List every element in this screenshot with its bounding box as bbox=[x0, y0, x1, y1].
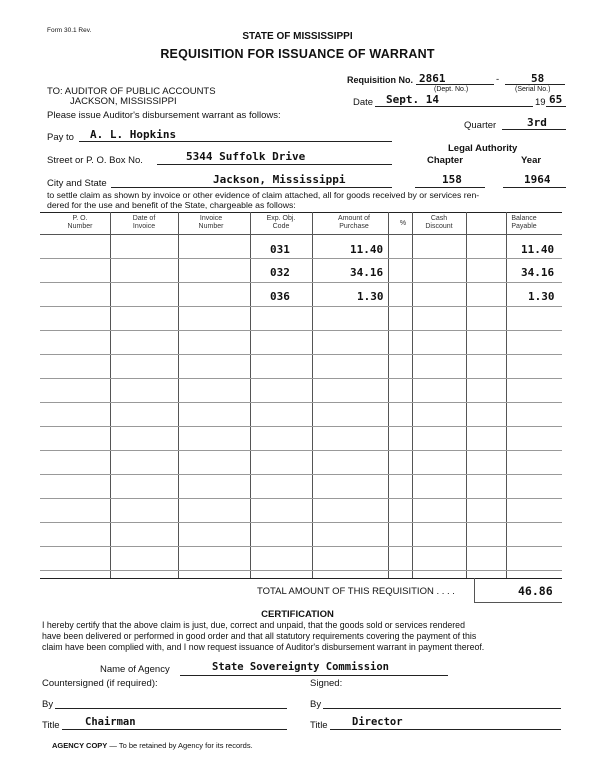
table-row-rule bbox=[40, 498, 562, 499]
certification-title: CERTIFICATION bbox=[261, 609, 334, 620]
col-amount: Amount of Purchase bbox=[338, 215, 370, 230]
col-balance: Balance Payable bbox=[511, 215, 537, 230]
date-year[interactable]: 65 bbox=[549, 93, 563, 106]
settle-text-1: to settle claim as shown by invoice or other evidence of claim attached, all for goods received by or services ren- bbox=[47, 190, 480, 200]
table-row-rule bbox=[40, 378, 562, 379]
pay-to-value[interactable]: A. L. Hopkins bbox=[90, 128, 177, 141]
table-row-rule bbox=[40, 402, 562, 403]
date-label: Date bbox=[353, 97, 374, 108]
state-heading: STATE OF MISSISSIPPI bbox=[242, 31, 353, 42]
row3-code: 036 bbox=[270, 290, 290, 303]
issue-instruction: Please issue Auditor's disbursement warrant as follows: bbox=[47, 110, 281, 121]
table-column-divider bbox=[250, 212, 251, 578]
settle-text-2: dered for the use and benefit of the State, chargeable as follows: bbox=[47, 200, 296, 210]
table-row-rule bbox=[40, 546, 562, 547]
year-value[interactable]: 1964 bbox=[524, 173, 551, 186]
certification-line2: have been delivered or performed in good order and that all statutory requirements covering the payment of this bbox=[42, 631, 477, 641]
pay-to-label: Pay to bbox=[47, 132, 74, 143]
total-amount: 46.86 bbox=[518, 584, 553, 598]
table-column-divider bbox=[388, 212, 389, 578]
street-value[interactable]: 5344 Suffolk Drive bbox=[186, 150, 306, 163]
table-column-divider bbox=[466, 212, 467, 578]
street-label: Street or P. O. Box No. bbox=[47, 155, 143, 166]
total-label: TOTAL AMOUNT OF THIS REQUISITION . . . . bbox=[257, 586, 455, 597]
quarter-value[interactable]: 3rd bbox=[527, 116, 547, 129]
by-left-label: By bbox=[42, 699, 54, 710]
table-column-divider bbox=[506, 212, 507, 578]
table-column-divider bbox=[110, 212, 111, 578]
quarter-label: Quarter bbox=[464, 120, 497, 131]
row2-balance: 34.16 bbox=[521, 266, 555, 279]
table-row-rule bbox=[40, 258, 562, 259]
row2-code: 032 bbox=[270, 266, 290, 279]
col-invoice: Invoice Number bbox=[198, 215, 224, 230]
certification-line3: claim have been complied with, and I now request issuance of Auditor's disbursement warrant in payment thereof. bbox=[42, 642, 485, 652]
table-row-rule bbox=[40, 450, 562, 451]
table-row-rule bbox=[40, 282, 562, 283]
title-right-label: Title bbox=[310, 720, 328, 731]
row3-balance: 1.30 bbox=[528, 290, 555, 303]
by-right-label: By bbox=[310, 699, 322, 710]
table-row-rule bbox=[40, 522, 562, 523]
footer-bold: AGENCY COPY bbox=[52, 741, 108, 750]
chapter-label: Chapter bbox=[427, 155, 463, 166]
col-po: P. O. Number bbox=[67, 215, 93, 230]
title-right-value[interactable]: Director bbox=[352, 716, 403, 728]
city-value[interactable]: Jackson, Mississippi bbox=[213, 173, 346, 186]
by-right-signature-line[interactable] bbox=[323, 708, 561, 709]
form-code: Form 30.1 Rev. bbox=[47, 27, 92, 34]
city-label: City and State bbox=[47, 178, 107, 189]
row2-amount: 34.16 bbox=[350, 266, 384, 279]
signed-label: Signed: bbox=[310, 678, 343, 689]
table-column-divider bbox=[312, 212, 313, 578]
agency-name-value[interactable]: State Sovereignty Commission bbox=[212, 661, 390, 673]
col-discount: Cash Discount bbox=[425, 215, 453, 230]
to-auditor: TO: AUDITOR OF PUBLIC ACCOUNTS bbox=[47, 86, 216, 97]
date-value[interactable]: Sept. 14 bbox=[386, 93, 439, 106]
chapter-value[interactable]: 158 bbox=[442, 173, 462, 186]
agency-name-label: Name of Agency bbox=[100, 664, 170, 675]
serial-caption: (Serial No.) bbox=[515, 86, 551, 93]
requisition-dash: - bbox=[496, 74, 500, 85]
row1-code: 031 bbox=[270, 243, 290, 256]
table-row-rule bbox=[40, 306, 562, 307]
title-left-label: Title bbox=[42, 720, 60, 731]
by-left-signature-line[interactable] bbox=[55, 708, 287, 709]
year-label: Year bbox=[521, 155, 542, 166]
col-exp-code: Exp. Obj. Code bbox=[266, 215, 296, 230]
form-title: REQUISITION FOR ISSUANCE OF WARRANT bbox=[160, 47, 435, 61]
certification-line1: I hereby certify that the above claim is just, due, correct and unpaid, that the goods sold or services rendered bbox=[42, 620, 465, 630]
dept-number[interactable]: 2861 bbox=[419, 72, 446, 85]
table-column-divider bbox=[178, 212, 179, 578]
table-row-rule bbox=[40, 570, 562, 571]
table-row-rule bbox=[40, 474, 562, 475]
countersigned-label: Countersigned (if required): bbox=[42, 678, 158, 689]
serial-number[interactable]: 58 bbox=[531, 72, 545, 85]
legal-authority-label: Legal Authority bbox=[448, 143, 518, 154]
requisition-label: Requisition No. bbox=[347, 75, 413, 85]
footer-rest: — To be retained by Agency for its records. bbox=[107, 741, 253, 750]
dept-caption: (Dept. No.) bbox=[434, 86, 469, 93]
col-date: Date of Invoice bbox=[132, 215, 156, 230]
col-percent: % bbox=[399, 220, 407, 227]
row3-amount: 1.30 bbox=[357, 290, 384, 303]
title-left-value[interactable]: Chairman bbox=[85, 716, 136, 728]
row1-amount: 11.40 bbox=[350, 243, 384, 256]
table-row-rule bbox=[40, 354, 562, 355]
footer-note bbox=[52, 741, 253, 750]
to-city: JACKSON, MISSISSIPPI bbox=[70, 96, 177, 107]
table-column-divider bbox=[412, 212, 413, 578]
table-row-rule bbox=[40, 330, 562, 331]
date-century: 19 bbox=[535, 97, 546, 108]
row1-balance: 11.40 bbox=[521, 243, 555, 256]
table-row-rule bbox=[40, 426, 562, 427]
